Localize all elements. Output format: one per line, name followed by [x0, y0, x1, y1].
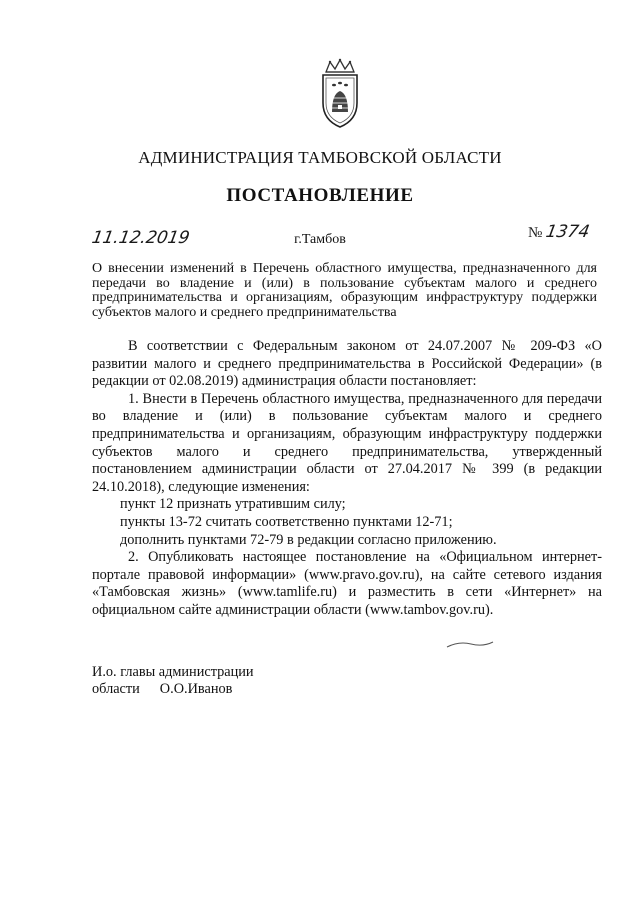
number-value: 1374 — [544, 222, 592, 242]
list-item: пункты 13-72 считать соответственно пунктами 12-71; — [120, 513, 453, 530]
signer-name: О.О.Иванов — [159, 680, 233, 697]
organization-title: АДМИНИСТРАЦИЯ ТАМБОВСКОЙ ОБЛАСТИ — [138, 148, 502, 167]
signer-position: И.о. главы администрации — [92, 664, 254, 680]
document-body — [92, 338, 602, 620]
document-city: г.Тамбов — [294, 232, 346, 247]
pen-stroke-mark — [445, 638, 495, 652]
document-date: 11.12.2019 — [90, 228, 192, 248]
signer-line2 — [92, 681, 254, 698]
document-number — [528, 222, 590, 242]
paragraph-1: 1. Внести в Перечень областного имущества, предназначенного для передачи во владение и (или) в пользование субъектам малого и среднего предпринимательства и организациям, образующим инфраструктуру поддержки субъектов малого и среднего предпринимательства, утвержденный постановлением администрации области от 27.04.2017 № 399 (в редакции 24.10.2018), следующие изменения: — [92, 390, 602, 495]
coat-of-arms-icon — [310, 58, 370, 130]
signature-block — [92, 664, 254, 697]
intro-paragraph: В соответствии с Федеральным законом от 24.07.2007 № 209-ФЗ «О развитии малого и среднего предпринимательства в Российской Федерации» (в редакции от 02.08.2019) администрация области постановляет: — [92, 338, 602, 390]
list-item: пункт 12 признать утратившим силу; — [120, 496, 346, 513]
number-sign: № — [528, 225, 543, 241]
list-item: дополнить пунктами 72-79 в редакции согласно приложению. — [120, 531, 497, 548]
document-type-title: ПОСТАНОВЛЕНИЕ — [226, 185, 414, 206]
paragraph-2: 2. Опубликовать настоящее постановление на «Официальном интернет-портале правовой информации» (www.pravo.gov.ru), на сайте сетевого издания «Тамбовская жизнь» (www.tamlife.ru) и разместить в сети «Интернет» на официальном сайте администрации области (www.tambov.gov.ru). — [92, 549, 602, 618]
document-subject: О внесении изменений в Перечень областного имущества, предназначенного для передачи во владение и (или) в пользование субъектам малого и среднего предпринимательства и организациям, образующим инфраструктуру поддержки субъектов малого и среднего предпринимательства — [92, 261, 597, 320]
signer-position-cont: области — [92, 680, 140, 697]
